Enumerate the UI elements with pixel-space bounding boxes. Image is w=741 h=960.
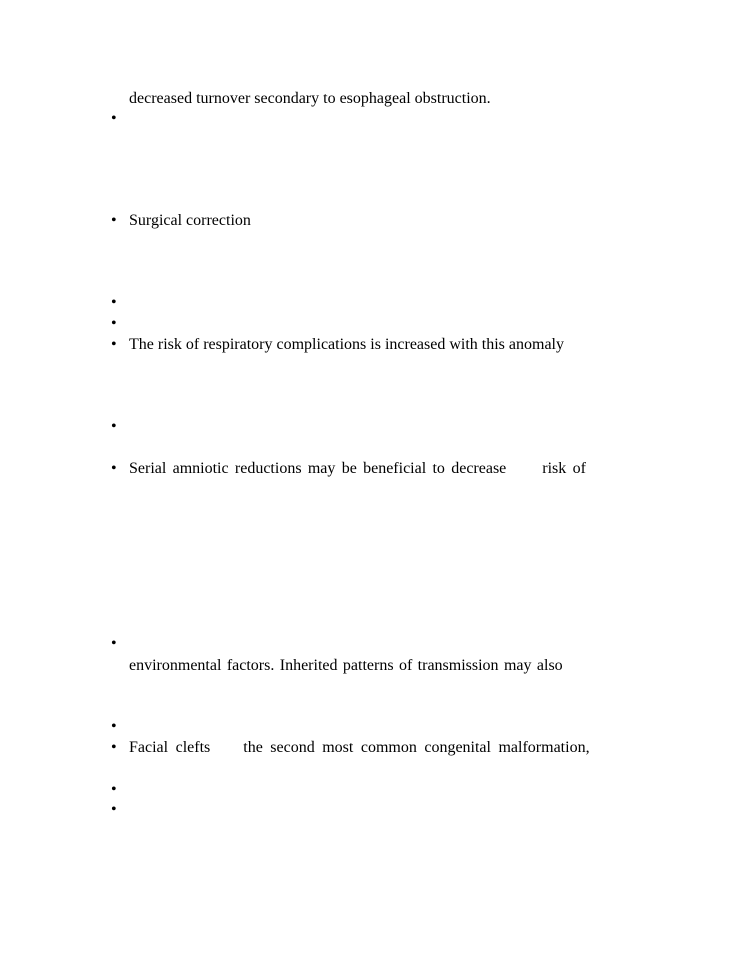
list-item-facial-clefts [129,738,590,758]
congenital-malformation-text: the second most common congenital malformation, [243,739,590,756]
bullet-marker: • [111,739,117,756]
bullet-marker: • [111,781,117,798]
bullet-marker: • [111,336,117,353]
bullet-marker: • [111,294,117,311]
facial-clefts-text: Facial clefts [129,739,211,756]
list-item-respiratory-risk: The risk of respiratory complications is increased with this anomaly [129,336,564,353]
bullet-marker: • [111,110,117,127]
bullet-marker: • [111,801,117,818]
bullet-marker: • [111,418,117,435]
text-line-environmental-factors: environmental factors. Inherited patterns of transmission may also [129,657,563,674]
text-line-esophageal: decreased turnover secondary to esophageal obstruction. [129,90,491,107]
list-item-amniotic-reductions [129,459,586,479]
risk-of-text: risk of [542,460,586,477]
bullet-marker: • [111,315,117,332]
bullet-marker: • [111,635,117,652]
bullet-marker: • [111,718,117,735]
bullet-marker: • [111,212,117,229]
bullet-marker: • [111,460,117,477]
list-item-surgical-correction: Surgical correction [129,212,251,229]
amniotic-reductions-text: Serial amniotic reductions may be beneficial to decrease [129,460,507,477]
